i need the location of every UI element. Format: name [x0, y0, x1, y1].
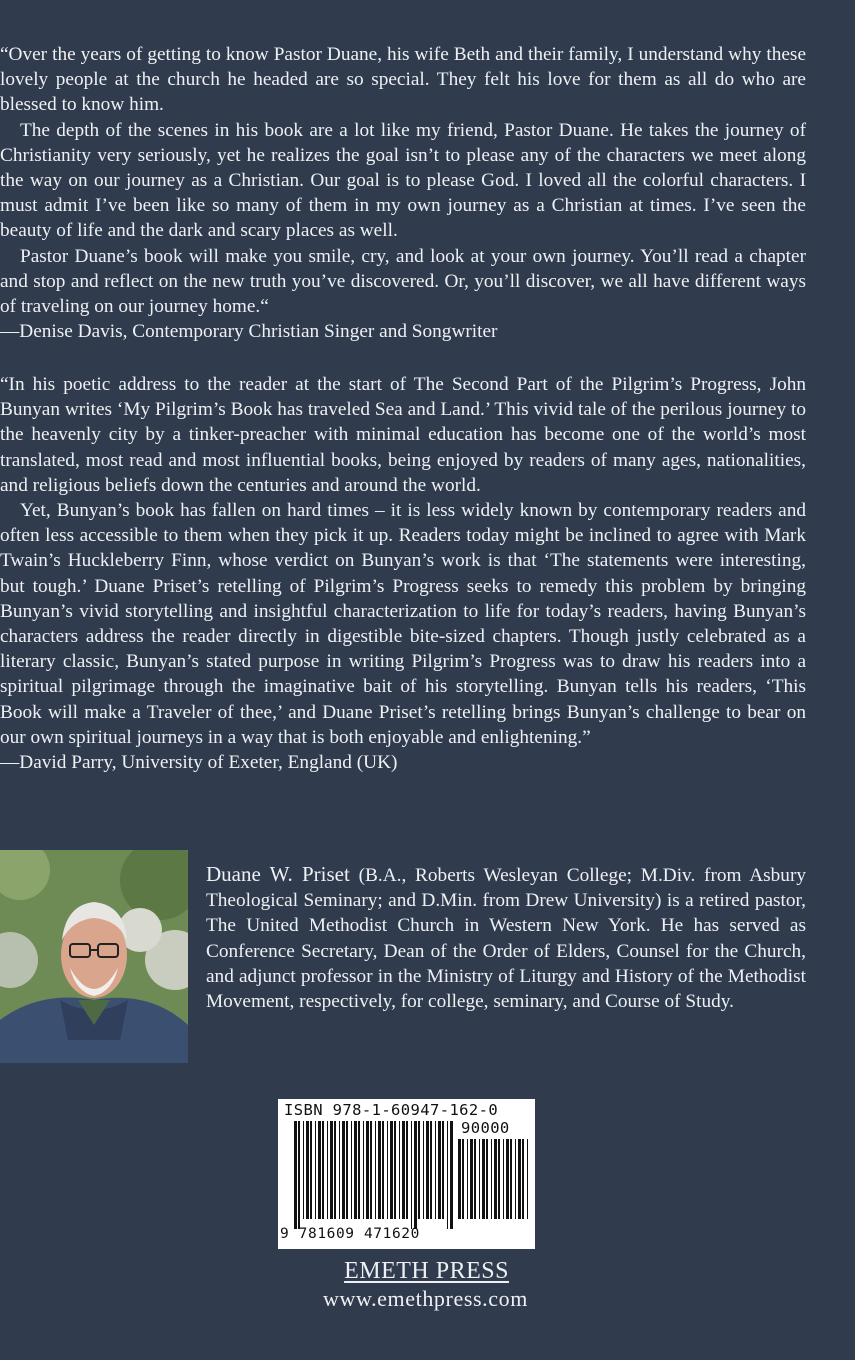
quote1-paragraph-2: The depth of the scenes in his book are a lot like my friend, Pastor Duane. He takes the journey of Christianity very seriously, yet he realizes the goal isn’t to please any of the characters we meet along the way on our journey as a Christian. Our goal is to please God. I loved all the colorful characters. I must admit I’ve been like so many of them in my own journey as a Christian at times. I’ve seen the beauty of life and the dark and scary places as well. — [0, 119, 806, 242]
barcode-bar — [342, 1121, 345, 1219]
barcode-bar — [387, 1121, 388, 1219]
barcode-bar — [310, 1121, 312, 1219]
publisher-name: EMETH PRESS — [344, 1258, 509, 1284]
barcode-bar — [442, 1121, 444, 1219]
barcode-bar — [303, 1121, 304, 1219]
barcode-bar — [503, 1139, 504, 1219]
barcode-bar — [390, 1121, 393, 1219]
barcode-bar — [411, 1121, 412, 1229]
barcode-bar — [479, 1139, 480, 1219]
addon-barcode-bars — [458, 1139, 530, 1229]
quote1-attribution: —Denise Davis, Contemporary Christian Singer and Songwriter — [0, 321, 498, 343]
barcode-bar — [414, 1121, 417, 1229]
quote2-attribution: —David Parry, University of Exeter, England (UK) — [0, 752, 398, 774]
isbn-label: ISBN 978-1-60947-162-0 — [284, 1101, 499, 1119]
barcode-bar — [527, 1139, 528, 1219]
barcode-bar — [406, 1121, 408, 1219]
barcode-bar — [306, 1121, 309, 1219]
barcode-bar — [363, 1121, 364, 1219]
barcode-bar — [510, 1139, 512, 1219]
barcode-bar — [494, 1139, 497, 1219]
barcode-bar — [330, 1121, 333, 1219]
barcode-bar — [322, 1121, 324, 1219]
barcode-bar — [378, 1121, 381, 1219]
barcode-bar — [515, 1139, 516, 1219]
author-bio-text: (B.A., Roberts Wesleyan College; M.Div. from Asbury Theological Seminary; and D.Min. from Drew University) is a retired pastor, The United Methodist Church in Western New York. He has served as Conference Secretary, Dean of the Order of Elders, Counsel for the Church, and adjunct professor in the Ministry of Liturgy and History of the Methodist Movement, respectively, for college, seminary, and Course of Study. — [206, 865, 807, 1013]
barcode-bar — [458, 1139, 461, 1219]
quote1-paragraph-3: Pastor Duane’s book will make you smile, cry, and look at your own journey. You’ll read a chapter and stop and reflect on the new truth you’ve discovered. Or, you’ll discover, we all have different ways of traveling on our journey home.“ — [0, 245, 806, 318]
author-bio — [206, 862, 806, 1014]
barcode-bar — [354, 1121, 357, 1219]
barcode-bar — [423, 1121, 424, 1219]
barcode-bar — [382, 1121, 384, 1219]
barcode-bar — [482, 1139, 485, 1219]
barcode-bar — [467, 1139, 468, 1219]
publisher-url: www.emethpress.com — [323, 1286, 528, 1311]
barcode-bar — [358, 1121, 360, 1219]
publisher-block — [0, 1258, 855, 1312]
barcode-bar — [394, 1121, 396, 1219]
author-name: Duane W. Priset — [206, 862, 350, 886]
barcode-bar — [298, 1121, 300, 1229]
barcode-bar — [327, 1121, 328, 1219]
barcode-bar — [506, 1139, 509, 1219]
barcode-bar — [399, 1121, 400, 1219]
endorsement-david-parry — [0, 372, 806, 775]
barcode-bar — [474, 1139, 476, 1219]
barcode-bar — [450, 1121, 453, 1229]
barcode-bar — [375, 1121, 376, 1219]
barcode-bar — [418, 1121, 420, 1219]
barcode-bar — [351, 1121, 352, 1219]
barcode-bar — [366, 1121, 369, 1219]
author-photo — [0, 850, 188, 1063]
barcode-bar — [522, 1139, 524, 1219]
price-code: 90000 — [461, 1119, 510, 1137]
barcode-bar — [486, 1139, 488, 1219]
barcode-bar — [402, 1121, 405, 1219]
barcode-bar — [470, 1139, 473, 1219]
barcode-bar — [339, 1121, 340, 1219]
quote1-paragraph-1: “Over the years of getting to know Pastor Duane, his wife Beth and their family, I understand why these lovely people at the church he headed are so special. They felt his love for them as all do who are blessed to know him. — [0, 44, 806, 116]
ean-digits: 9 781609 471620 — [280, 1226, 420, 1242]
barcode-bar — [315, 1121, 316, 1219]
isbn-barcode — [278, 1099, 535, 1249]
author-portrait-image — [0, 850, 188, 1063]
barcode-bar — [438, 1121, 441, 1219]
barcode-bar — [430, 1121, 432, 1219]
barcode-bar — [346, 1121, 348, 1219]
barcode-bar — [447, 1121, 448, 1229]
barcode-bar — [426, 1121, 429, 1219]
endorsement-denise-davis — [0, 42, 806, 344]
barcode-bar — [462, 1139, 464, 1219]
barcode-bar — [435, 1121, 436, 1219]
barcode-bar — [491, 1139, 492, 1219]
barcode-bar — [334, 1121, 336, 1219]
barcode-bar — [318, 1121, 321, 1219]
barcode-bar — [498, 1139, 500, 1219]
quote2-paragraph-2: Yet, Bunyan’s book has fallen on hard times – it is less widely known by contemporary readers and often less accessible to them when they pick it up. Readers today might be inclined to agree with Mark Twain’s Huckleberry Finn, whose verdict on Bunyan’s work is that ‘The statements were interesting, but tough.’ Duane Priset’s retelling of Pilgrim’s Progress seeks to remedy this problem by bringing Bunyan’s vivid storytelling and insightful characterization to life for today’s readers, having Bunyan’s characters address the reader directly in digestible bite-sized chapters. Though justly celebrated as a literary classic, Bunyan’s stated purpose in writing Pilgrim’s Progress was to draw his readers into a spiritual pilgrimage through the imaginative bait of his storytelling. Bunyan tells his readers, ‘This Book will make a Traveler of thee,’ and Duane Priset’s retelling brings Bunyan’s challenge to bear on our own spiritual journeys in a way that is both enjoyable and enlightening.” — [0, 500, 806, 748]
barcode-bar — [518, 1139, 521, 1219]
barcode-bar — [370, 1121, 372, 1219]
quote2-paragraph-1: “In his poetic address to the reader at the start of The Second Part of the Pilgrim’s Progress, John Bunyan writes ‘My Pilgrim’s Book has traveled Sea and Land.’ This vivid tale of the perilous journey to the heavenly city by a tinker-preacher with minimal education has become one of the world’s most translated, most read and most influential books, being enjoyed by readers of many ages, nationalities, and religious beliefs down the centuries and around the world. — [0, 374, 806, 496]
ean-barcode-bars — [294, 1121, 454, 1229]
barcode-bar — [294, 1121, 297, 1229]
